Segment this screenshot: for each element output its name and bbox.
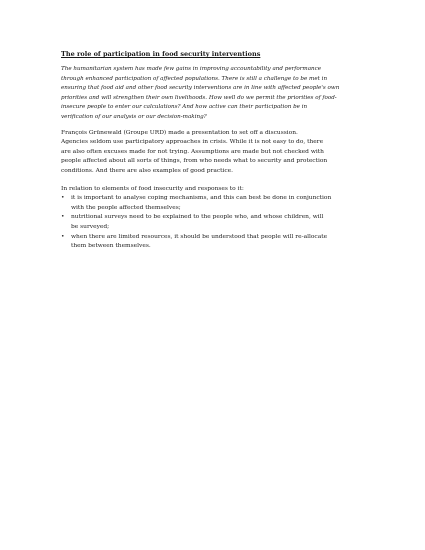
list-item-line: it is important to analyse coping mechanisms, and this can best be done in conjunction: [71, 195, 332, 202]
intro-paragraph: [61, 65, 371, 123]
intro-line: priorities and will strengthen their own livelihoods. How well do we permit the priorities of food-: [61, 94, 337, 101]
bullet-icon: •: [61, 214, 65, 221]
list-item-line: nutritional surveys need to be explained to the people who, and whose children, will: [71, 214, 324, 221]
body-line: Agencies seldom use participatory approaches in crisis. While it is not easy to do, there: [61, 139, 324, 146]
list-item-line: be surveyed;: [71, 223, 110, 230]
intro-line: insecure people to enter our calculations? And how active can their participation be in: [61, 104, 308, 111]
intro-line: The humanitarian system has made few gains in improving accountability and performance: [61, 66, 322, 72]
list-item-line: with the people affected themselves;: [71, 204, 181, 211]
bullet-icon: •: [61, 233, 65, 240]
intro-line: ensuring that food aid and other food security interventions are in line with affected people's own: [61, 85, 340, 92]
document-title: The role of participation in food security interventions: [61, 50, 261, 58]
intro-line: through enhanced participation of affected populations. There is still a challenge to be met in: [61, 75, 328, 82]
list-item-line: when there are limited resources, it should be understood that people will re-allocate: [71, 233, 328, 240]
list-item: [61, 213, 371, 232]
body-paragraph: [61, 129, 371, 177]
body-line: people affected about all sorts of things, from who needs what to security and protection: [61, 158, 328, 165]
document-content: [61, 50, 371, 252]
list-lead-text: In relation to elements of food insecurity and responses to it:: [61, 185, 244, 192]
list-item: [61, 233, 371, 252]
body-line: François Grünewald (Groupe URD) made a presentation to set off a discussion.: [61, 129, 298, 136]
intro-line: verification of our analysis or our decision-making?: [61, 113, 207, 120]
body-line: conditions. And there are also examples of good practice.: [61, 167, 234, 174]
bullet-icon: •: [61, 195, 65, 202]
list-item-line: them between themselves.: [71, 243, 151, 250]
bullet-list: [61, 194, 371, 252]
body-line: are also often excuses made for not trying. Assumptions are made but not checked with: [61, 148, 324, 155]
list-item: [61, 194, 371, 213]
